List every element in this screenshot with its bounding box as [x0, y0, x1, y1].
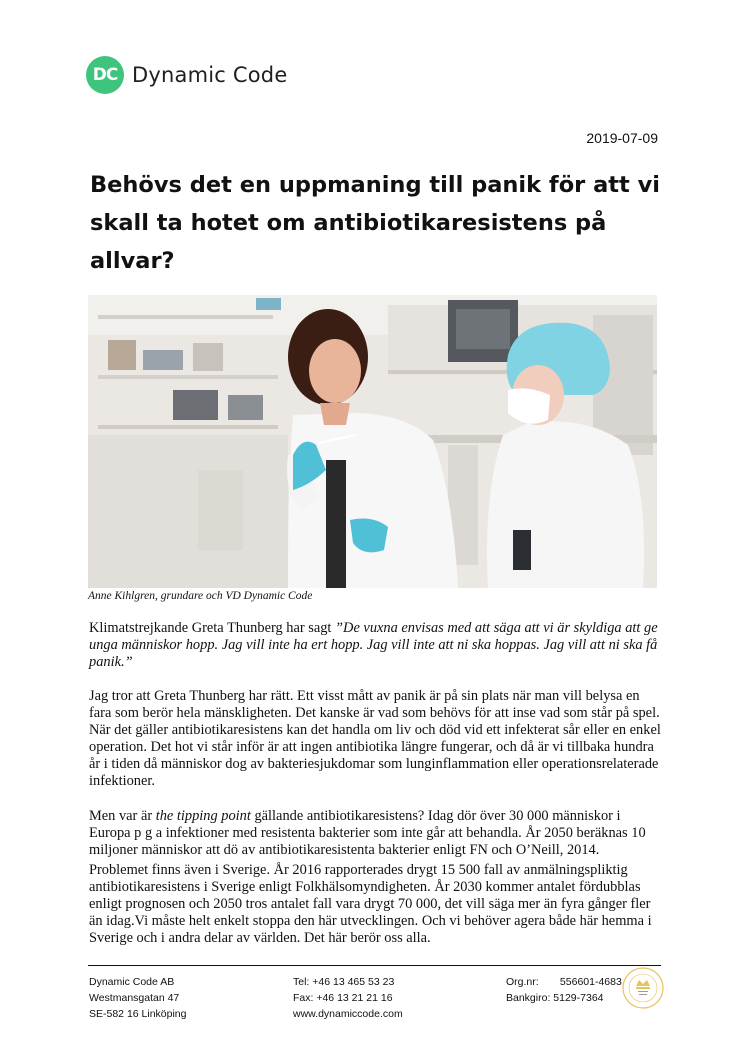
- greta-quote: ”De vuxna envisas med att säga att vi är skyldiga att ge unga människor hopp. Jag vill inte ha ert hopp. Jag vill inte att ni ska hoppas. Jag vill att ni ska få panik.”: [89, 620, 658, 670]
- footer-contact: [293, 974, 403, 1022]
- footer-registration: [506, 974, 622, 1006]
- footer-tel: Tel: +46 13 465 53 23: [293, 976, 395, 988]
- tipping-text-b: gällande antibiotikaresistens? Idag dör över 30 000 människor i Europa p g a infektioner med resistenta bakterier som inte går att behandla. År 2050 beräknas 10 miljoner människor att dö av antibiotikaresistenta bakterier enligt FN och O’Neill, 2014.: [89, 808, 646, 858]
- tipping-text-a: Men var är: [89, 808, 156, 824]
- paragraph-panic: Jag tror att Greta Thunberg har rätt. Ett visst mått av panik är på sin plats när man vill belysa en fara som berör hela mänskligheten. Det kanske är vad som behövs för att inse vad som står på spel. När det gäller antibiotikaresistens kan det handla om liv och död vid ett infekterat sår eller en enkel operation. Det hot vi står inför är att ingen antibiotika längre fungerar, och då är vi tillbaka hundra år i tiden då människor dog av bakteriesjukdomar som lunginflammation eller operationsrelaterade infektioner.: [89, 688, 661, 789]
- logo-mark-text: DC: [92, 65, 118, 85]
- logo-text: Dynamic Code: [132, 63, 288, 87]
- orgnr-value: 556601-4683: [559, 976, 622, 988]
- orgnr-label: Org.nr:: [506, 976, 539, 988]
- page-title: Behövs det en uppmaning till panik för att vi skall ta hotet om antibiotikaresistens på allvar?: [90, 172, 661, 274]
- footer-company: Dynamic Code AB: [89, 976, 175, 988]
- tipping-point-em: the tipping point: [155, 808, 251, 824]
- photo-caption: Anne Kihlgren, grundare och VD Dynamic Code: [88, 590, 313, 602]
- bankgiro-value: 5129-7364: [553, 992, 604, 1004]
- footer-address: [89, 974, 187, 1022]
- footer-divider: [88, 965, 661, 966]
- footer-bankgiro-row: [506, 990, 622, 1006]
- footer-web-link[interactable]: www.dynamiccode.com: [293, 1008, 403, 1020]
- footer-orgnr-row: [506, 974, 622, 990]
- paragraph-sweden: Problemet finns även i Sverige. År 2016 rapporterades drygt 15 500 fall av anmälningspliktig antibiotikaresistens i Sverige enligt Folkhälsomyndigheten. År 2030 kommer antalet fördubblas enligt prognosen och 2050 tros antalet fall vara drygt 70 000, det vill säga mer än fyra gånger fler än idag.Vi måste helt enkelt stoppa den här utvecklingen. Och vi behöver agera både här hemma i Sverige och i andra delar av världen. Det här berör oss alla.: [89, 862, 652, 946]
- paragraph-tipping-point: [89, 808, 661, 859]
- press-release-date: 2019-07-09: [586, 130, 658, 146]
- footer-street: Westmansgatan 47: [89, 992, 180, 1004]
- footer-fax: Fax: +46 13 21 21 16: [293, 992, 393, 1004]
- lab-photo: [88, 295, 657, 588]
- paragraph-quote: [89, 620, 661, 671]
- footer-city: SE-582 16 Linköping: [89, 1008, 187, 1020]
- bankgiro-label: Bankgiro:: [506, 992, 551, 1004]
- swedac-seal-icon: [621, 966, 665, 1010]
- company-logo: [86, 56, 287, 94]
- lab-photo-illustration: [88, 295, 657, 588]
- logo-mark: [86, 56, 124, 94]
- quote-intro: Klimatstrejkande Greta Thunberg har sagt: [89, 620, 336, 636]
